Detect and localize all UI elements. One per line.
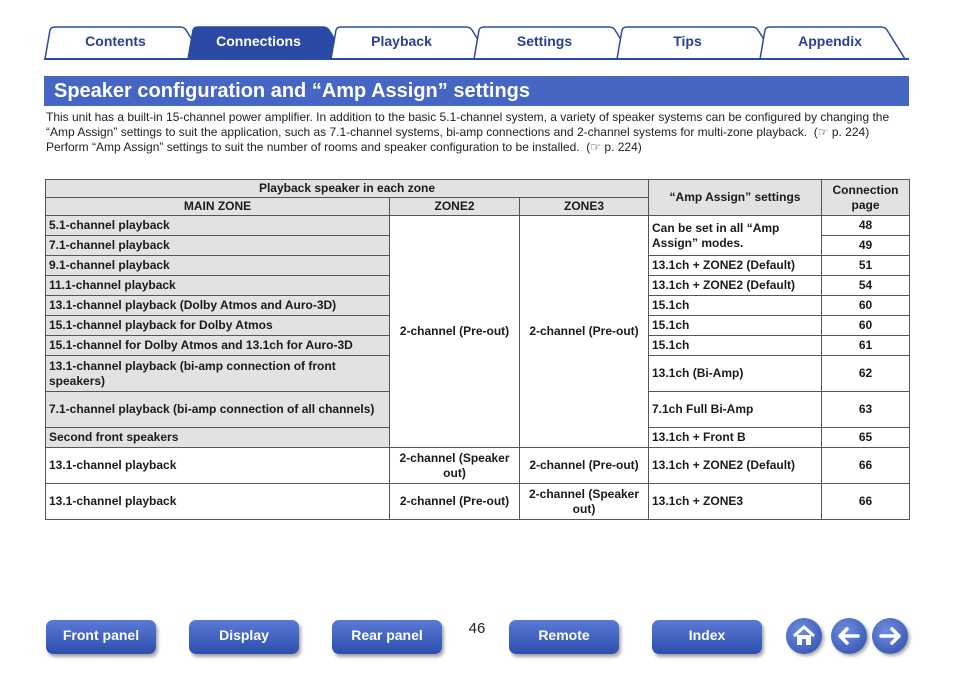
tab-label: Settings: [516, 33, 573, 49]
main-zone-cell: 13.1-channel playback (Dolby Atmos and Auro-3D): [46, 296, 390, 316]
forward-button[interactable]: [872, 618, 908, 654]
amp-assign-cell: 7.1ch Full Bi-Amp: [649, 392, 822, 428]
main-zone-cell: 13.1-channel playback: [46, 484, 390, 520]
page-link[interactable]: 48: [822, 216, 910, 236]
intro-paragraph-1-text: This unit has a built-in 15-channel power amplifier. In addition to the basic 5.1-channel system, a variety of speaker systems can be configured by changing the “Amp Assign” settings to suit the application, such as 7.1-channel systems, bi-amp connections and 2-channel systems for multi-zone playback.: [46, 110, 890, 139]
amp-assign-cell: Can be set in all “Amp Assign” modes.: [649, 216, 822, 256]
intro-paragraph-2-text: Perform “Amp Assign” settings to suit the number of rooms and speaker configuration to be installed.: [46, 140, 580, 154]
amp-assign-cell: 13.1ch + ZONE3: [649, 484, 822, 520]
tab-contents[interactable]: [44, 26, 209, 60]
page-link[interactable]: 49: [822, 236, 910, 256]
remote-button[interactable]: Remote: [509, 620, 619, 654]
page-title: Speaker configuration and “Amp Assign” settings: [54, 80, 530, 102]
amp-assign-cell: 13.1ch + ZONE2 (Default): [649, 276, 822, 296]
tab-label: Connections: [216, 33, 301, 49]
header-zone3: ZONE3: [520, 198, 649, 216]
tab-tips[interactable]: [616, 26, 781, 60]
page-link[interactable]: 51: [822, 256, 910, 276]
zone2-cell: 2-channel (Pre-out): [390, 484, 520, 520]
home-button[interactable]: [786, 618, 822, 654]
page-link[interactable]: 54: [822, 276, 910, 296]
tab-appendix[interactable]: [759, 26, 909, 60]
amp-assign-cell: 13.1ch + Front B: [649, 428, 822, 448]
arrow-left-icon: [831, 618, 867, 654]
tab-label: Appendix: [798, 33, 862, 49]
main-zone-cell: 13.1-channel playback: [46, 448, 390, 484]
page-link[interactable]: 66: [822, 448, 910, 484]
amp-assign-cell: 13.1ch + ZONE2 (Default): [649, 448, 822, 484]
amp-assign-cell: 15.1ch: [649, 316, 822, 336]
home-icon: [786, 618, 822, 654]
tab-underline: [44, 58, 909, 60]
tab-label: Tips: [673, 33, 702, 49]
main-zone-cell: 9.1-channel playback: [46, 256, 390, 276]
main-zone-cell: 13.1-channel playback (bi-amp connection of front speakers): [46, 356, 390, 392]
main-zone-cell: 7.1-channel playback (bi-amp connection of all channels): [46, 392, 390, 428]
tab-settings[interactable]: [473, 26, 638, 60]
tab-playback[interactable]: [330, 26, 495, 60]
arrow-right-icon: [872, 618, 908, 654]
index-button[interactable]: Index: [652, 620, 762, 654]
page-link[interactable]: 63: [822, 392, 910, 428]
amp-assign-cell: 15.1ch: [649, 336, 822, 356]
rear-panel-button[interactable]: Rear panel: [332, 620, 442, 654]
table-row: [46, 484, 910, 520]
main-zone-cell: 15.1-channel for Dolby Atmos and 13.1ch for Auro-3D: [46, 336, 390, 356]
section-title-bar: [44, 76, 909, 106]
tab-bar: [44, 26, 909, 60]
header-amp-assign: “Amp Assign” settings: [649, 180, 822, 216]
main-zone-cell: 11.1-channel playback: [46, 276, 390, 296]
page-link[interactable]: 62: [822, 356, 910, 392]
main-zone-cell: 5.1-channel playback: [46, 216, 390, 236]
main-zone-cell: 15.1-channel playback for Dolby Atmos: [46, 316, 390, 336]
page-link[interactable]: 60: [822, 296, 910, 316]
amp-assign-cell: 15.1ch: [649, 296, 822, 316]
zone3-cell: 2-channel (Pre-out): [520, 448, 649, 484]
tab-label: Contents: [85, 33, 146, 49]
page-link[interactable]: 60: [822, 316, 910, 336]
table-row: [46, 216, 910, 236]
display-button[interactable]: Display: [189, 620, 299, 654]
tab-connections[interactable]: [187, 26, 352, 60]
page-number: 46: [468, 620, 486, 637]
zone3-cell: 2-channel (Pre-out): [520, 216, 649, 448]
page-link[interactable]: 65: [822, 428, 910, 448]
table-row: [46, 448, 910, 484]
main-zone-cell: Second front speakers: [46, 428, 390, 448]
main-zone-cell: 7.1-channel playback: [46, 236, 390, 256]
intro-paragraph-1: This unit has a built-in 15-channel power amplifier. In addition to the basic 5.1-channel system, a variety of speaker systems can be configured by changing the “Amp Assign” settings to suit the application, such as 7.1-channel systems, bi-amp connections and 2-channel systems for multi-zone playback. (☞ p. 224): [46, 110, 890, 139]
amp-assign-cell: 13.1ch (Bi-Amp): [649, 356, 822, 392]
intro-paragraph-2: Perform “Amp Assign” settings to suit the number of rooms and speaker configuration to be installed. (☞ p. 224): [46, 140, 642, 154]
intro-text: [46, 110, 908, 155]
pointing-hand-icon: ☞: [590, 140, 602, 154]
back-button[interactable]: [831, 618, 867, 654]
pointing-hand-icon: ☞: [817, 125, 829, 139]
front-panel-button[interactable]: Front panel: [46, 620, 156, 654]
header-playback-zones: Playback speaker in each zone: [46, 180, 649, 198]
page-link[interactable]: 61: [822, 336, 910, 356]
zone2-cell: 2-channel (Pre-out): [390, 216, 520, 448]
zone3-cell: 2-channel (Speaker out): [520, 484, 649, 520]
tab-label: Playback: [371, 33, 432, 49]
page-reference-link[interactable]: p. 224): [604, 140, 642, 154]
speaker-config-table: [45, 179, 910, 520]
zone2-cell: 2-channel (Speaker out): [390, 448, 520, 484]
page-link[interactable]: 66: [822, 484, 910, 520]
header-connection-page: Connection page: [822, 180, 910, 216]
header-main-zone: MAIN ZONE: [46, 198, 390, 216]
amp-assign-cell: 13.1ch + ZONE2 (Default): [649, 256, 822, 276]
page-reference-link[interactable]: p. 224): [831, 125, 870, 139]
header-zone2: ZONE2: [390, 198, 520, 216]
